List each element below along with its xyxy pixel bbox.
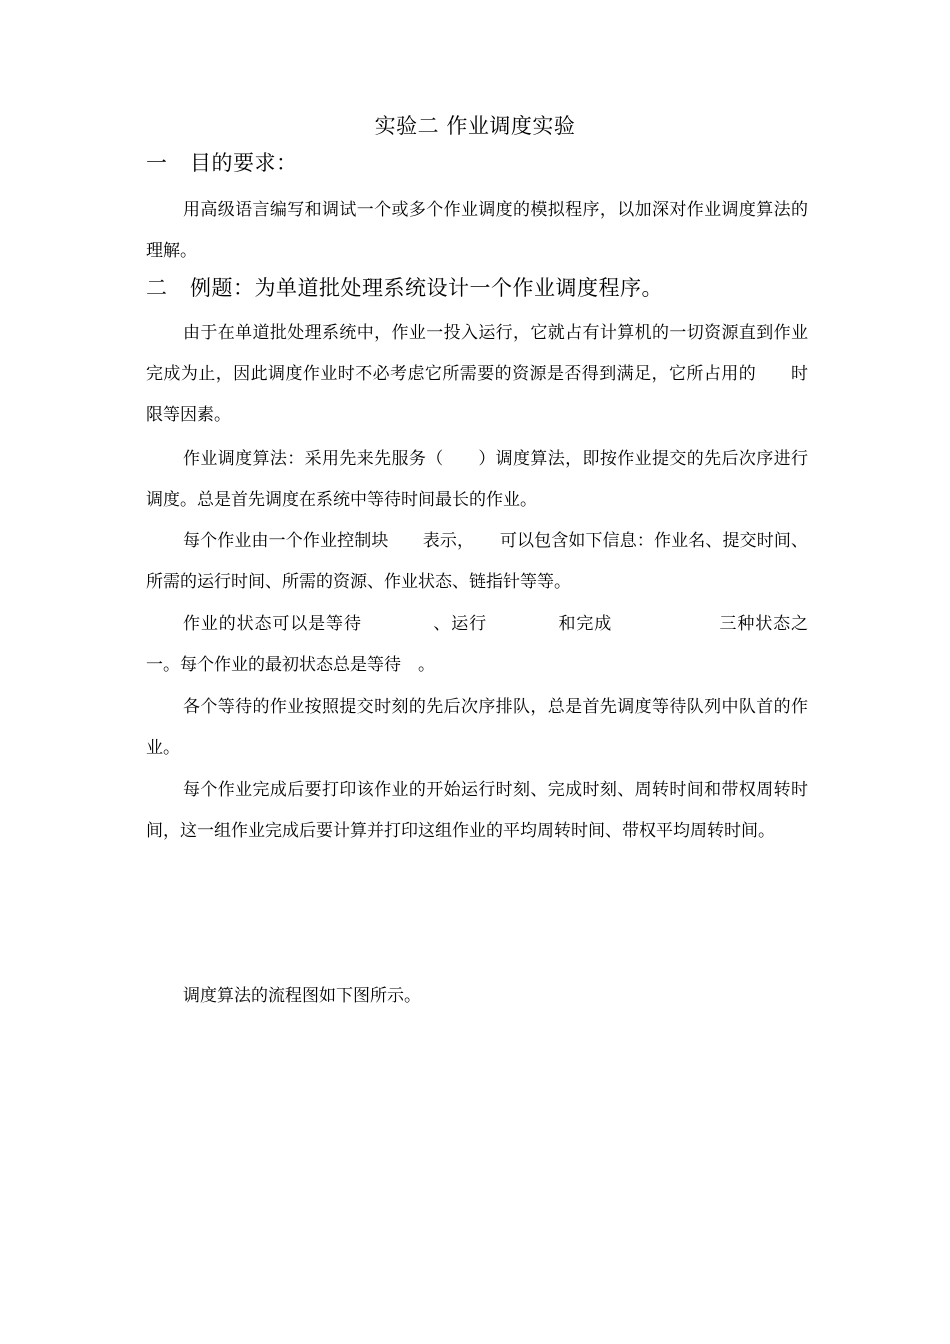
section-number: 二	[146, 276, 168, 300]
document-title: 实验二 作业调度实验	[374, 114, 576, 138]
section-title: 目的要求：	[190, 151, 298, 175]
paragraph-states: 作业的状态可以是等待 、运行 和完成 三种状态之一。每个作业的最初状态总是等待 。	[146, 614, 808, 675]
section-title: 例题：为单道批处理系统设计一个作业调度程序。	[190, 276, 663, 300]
paragraph-flowchart-note: 调度算法的流程图如下图所示。	[183, 986, 421, 1006]
section-number: 一	[146, 151, 168, 175]
paragraph-algorithm: 作业调度算法：采用先来先服务（ ）调度算法，即按作业提交的先后次序进行调度。总是首先调度在系统中等待时间最长的作业。	[146, 449, 808, 510]
paragraph-background: 由于在单道批处理系统中，作业一投入运行，它就占有计算机的一切资源直到作业完成为止，因此调度作业时不必考虑它所需要的资源是否得到满足，它所占用的 时限等因素。	[146, 323, 808, 425]
paragraph-purpose: 用高级语言编写和调试一个或多个作业调度的模拟程序，以加深对作业调度算法的理解。	[146, 200, 808, 261]
section-heading-2	[146, 273, 663, 303]
paragraph-output: 每个作业完成后要打印该作业的开始运行时刻、完成时刻、周转时间和带权周转时间，这一组作业完成后要计算并打印这组作业的平均周转时间、带权平均周转时间。	[146, 780, 808, 841]
paragraph-pcb: 每个作业由一个作业控制块 表示， 可以包含如下信息：作业名、提交时间、所需的运行时间、所需的资源、作业状态、链指针等等。	[146, 531, 808, 592]
section-heading-1	[146, 148, 298, 178]
paragraph-queue: 各个等待的作业按照提交时刻的先后次序排队，总是首先调度等待队列中队首的作业。	[146, 697, 808, 758]
